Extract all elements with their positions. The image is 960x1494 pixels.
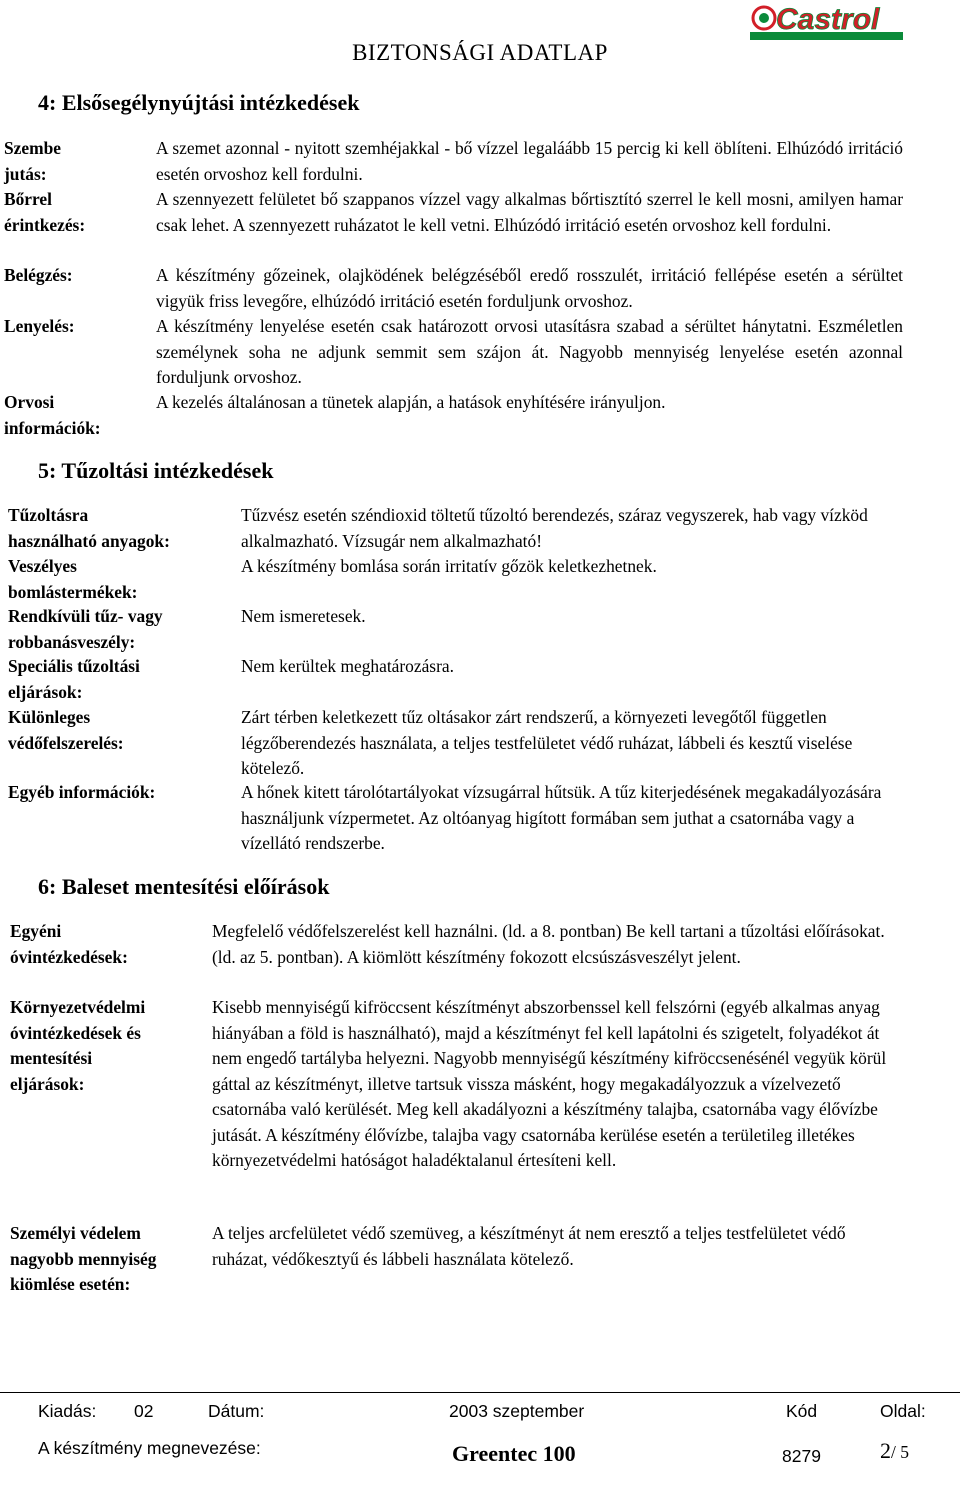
s4-label-eye: Szembe jutás: — [4, 138, 61, 184]
s4-text-skin: A szennyezett felületet bő szappanos vízzel vagy alkalmas bőrtisztító szerrel le kell mosni, amilyen hamar csak lehet. A szennyezett ruházatot le kell vetni. Elhúzódó irritáció esetén orvoshoz kell fordulni. — [156, 189, 903, 235]
s4-label-skin: Bőrrel érintkezés: — [4, 189, 86, 235]
svg-text:Castrol: Castrol — [776, 3, 880, 36]
section-5-heading: 5: Tűzoltási intézkedések — [38, 458, 274, 483]
s4-text-inhalation: A készítmény gőzeinek, olajködének belégzéséből eredő rosszulét, irritáció fellépése esetén a sérültet vigyük friss levegőre, elhúzódó irritáció esetén forduljunk orvoshoz. — [156, 265, 903, 311]
footer-page-num: 2 — [880, 1438, 891, 1463]
s6-text-protection: A teljes arcfelületet védő szemüveg, a készítményt át nem eresztő a teljes testfelületet védő ruházat, védőkesztyű és lábbeli használata kötelező. — [212, 1223, 846, 1269]
s5-label-equipment: Különleges védőfelszerelés: — [8, 707, 124, 753]
s6-label-protection: Személyi védelem nagyobb mennyiség kiömlése esetén: — [10, 1223, 157, 1294]
s5-text-equipment: Zárt térben keletkezett tűz oltásakor zárt rendszerű, a környezeti levegőtől független légzőberendezés használata, a teljes testfelületet védő ruházat, lábbeli és kesztű viselése kötelező. — [241, 707, 853, 778]
s4-text-medical: A kezelés általánosan a tünetek alapján, a hatások enyhítésére irányuljon. — [156, 392, 666, 412]
s5-label-procedures: Speciális tűzoltási eljárások: — [8, 656, 140, 702]
footer-oldal-label: Oldal: — [880, 1401, 926, 1421]
s4-label-ingestion: Lenyelés: — [4, 316, 75, 336]
footer-page — [880, 1438, 909, 1464]
s4-text-ingestion: A készítmény lenyelése esetén csak határozott orvosi utasításra szabad a sérültet hánytatni. Eszméletlen személynek soha ne adjunk semmit sem szájon át. Nagyobb mennyiség lenyelése esetén azonnal forduljunk orvoshoz. — [156, 316, 903, 387]
footer-datum-value: 2003 szeptember — [449, 1401, 585, 1421]
s5-text-extinguishing: Tűzvész esetén széndioxid töltetű tűzoltó berendezés, száraz vegyszerek, hab vagy vízköd alkalmazható. Vízsugár nem alkalmazható! — [241, 505, 868, 551]
s4-text-eye: A szemet azonnal - nyitott szemhéjakkal - bő vízzel legaláább 15 percig ki kell öblíteni. Elhúzódó irritáció esetén orvoshoz kell fordulni. — [156, 138, 903, 184]
section-6-heading: 6: Baleset mentesítési előírások — [38, 874, 330, 899]
footer-product-label: A készítmény megnevezése: — [38, 1438, 261, 1458]
footer-code: 8279 — [782, 1446, 821, 1466]
footer-kod-label: Kód — [786, 1401, 818, 1421]
footer-datum-label: Dátum: — [208, 1401, 265, 1421]
footer-divider — [0, 1392, 960, 1393]
s4-label-medical: Orvosi információk: — [4, 392, 101, 438]
s5-label-extinguishing: Tűzoltásra használható anyagok: — [8, 505, 170, 551]
s4-label-inhalation: Belégzés: — [4, 265, 73, 285]
s5-label-other: Egyéb információk: — [8, 782, 156, 802]
s5-text-other: A hőnek kitett tárolótartályokat vízsugárral hűtsük. A tűz kiterjedésének megakadályozására használjunk vízpermetet. Az oltóanyag higított formában sem juthat a csatornába vagy a vízellátó rendszerbe. — [241, 782, 882, 853]
footer-page-total: / 5 — [891, 1442, 909, 1462]
s5-text-explosion: Nem ismeretesek. — [241, 606, 366, 626]
s5-label-explosion: Rendkívüli tűz- vagy robbanásveszély: — [8, 606, 163, 652]
s5-text-procedures: Nem kerültek meghatározásra. — [241, 656, 454, 676]
s6-text-environmental: Kisebb mennyiségű kifröccsent készítményt abszorbenssel kell felszórni (egyéb alkalmas anyag hiányában a föld is használható), majd a készítményt fel kell lapátolni és szigetelt, folyadékot át nem engedő tartályba helyezni. Nagyobb mennyiségű készítmény kifröccsenésénél vegyük körül gáttal az készítményt, illetve tartsuk vissza másként, hogy megakadályozzuk a vízelvezető csatornába való kerülését. Meg kell akadályozni a készítmény talajba, csatornába vagy élővízbe jutását. A készítmény élővízbe, talajba vagy csatornába kerülése esetén a területileg illetékes környezetvédelmi hatóságot haladéktalanul értesíteni kell. — [212, 997, 887, 1170]
s5-text-decomposition: A készítmény bomlása során irritatív gőzök keletkezhetnek. — [241, 556, 657, 576]
footer-product-name: Greentec 100 — [452, 1441, 576, 1466]
s6-text-personal: Megfelelő védőfelszerelést kell haználni. (ld. a 8. pontban) Be kell tartani a tűzoltási előírásokat. (ld. az 5. pontban). A kiömlött készítmény fokozott elcsúszásveszélyt jelent. — [212, 921, 885, 967]
footer-kiadas-label: Kiadás: — [38, 1401, 97, 1421]
castrol-logo — [750, 0, 903, 40]
s5-label-decomposition: Veszélyes bomlástermékek: — [8, 556, 138, 602]
s6-label-environmental: Környezetvédelmi óvintézkedések és mentesítési eljárások: — [10, 997, 146, 1094]
footer-kiadas-value: 02 — [134, 1401, 154, 1421]
document-title: BIZTONSÁGI ADATLAP — [352, 40, 608, 65]
section-4-heading: 4: Elsősegélynyújtási intézkedések — [38, 90, 360, 115]
s6-label-personal: Egyéni óvintézkedések: — [10, 921, 128, 967]
